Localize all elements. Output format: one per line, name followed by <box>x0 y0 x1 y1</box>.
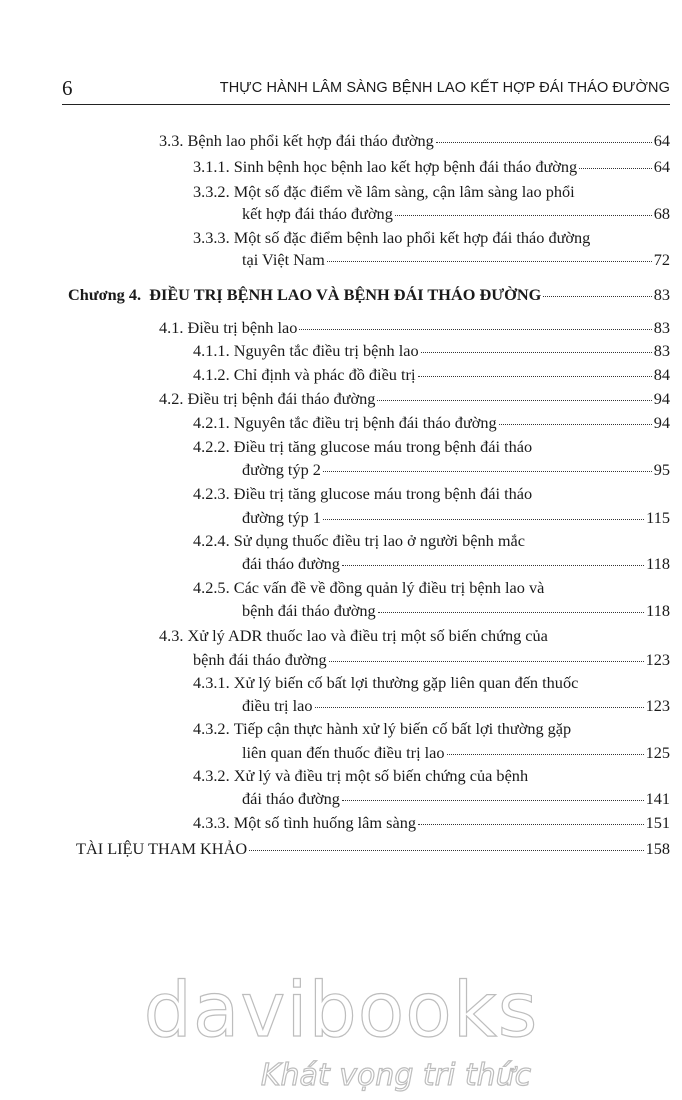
toc-entry-title: Điều trị tăng glucose máu trong bệnh đái tháo <box>233 437 533 456</box>
toc-entry[interactable] <box>193 531 670 551</box>
toc-entry-number: 4.1.2. <box>193 365 230 384</box>
toc-entry[interactable] <box>159 626 670 646</box>
toc-entry-continuation <box>242 743 670 763</box>
toc-entry[interactable] <box>193 365 670 385</box>
toc-entry-page: 141 <box>645 789 670 808</box>
toc-entry[interactable] <box>193 437 670 457</box>
toc-entry[interactable] <box>193 228 670 248</box>
toc-entry-page: 94 <box>653 413 670 432</box>
toc-entry-title: Xử lý biến cố bất lợi thường gặp liên quan đến thuốc <box>233 673 579 692</box>
toc-entry-title: Tiếp cận thực hành xử lý biến cố bất lợi thường gặp <box>233 719 572 738</box>
toc-entry[interactable] <box>159 318 670 338</box>
toc-entry-title: Điều trị bệnh lao <box>187 318 298 337</box>
toc-chapter-page: 83 <box>653 285 670 304</box>
dot-leader <box>418 823 644 825</box>
toc-entry-title: Các vấn đề về đồng quản lý điều trị bệnh lao và <box>233 578 545 597</box>
toc-entry-number: 3.3.2. <box>193 182 230 201</box>
toc-entry-title: Một số đặc điểm về lâm sàng, cận lâm sàng lao phổi <box>233 182 575 201</box>
dot-leader <box>249 849 643 851</box>
toc-entry-title: Một số đặc điểm bệnh lao phổi kết hợp đái tháo đường <box>233 228 591 247</box>
toc-entry[interactable] <box>193 813 670 833</box>
toc-chapter-title: ĐIỀU TRỊ BỆNH LAO VÀ BỆNH ĐÁI THÁO ĐƯỜNG <box>149 285 542 304</box>
toc-entry-title: Sinh bệnh học bệnh lao kết hợp bệnh đái tháo đường <box>233 157 578 176</box>
toc-entry-title: Một số tình huống lâm sàng <box>233 813 416 832</box>
toc-references[interactable] <box>76 839 670 859</box>
dot-leader <box>323 518 644 520</box>
dot-leader <box>395 214 652 216</box>
watermark-brand: davibooks <box>143 965 539 1054</box>
dot-leader <box>436 141 652 143</box>
toc-entry-title: Điều trị tăng glucose máu trong bệnh đái tháo <box>233 484 533 503</box>
toc-entry-page: 151 <box>645 813 670 832</box>
dot-leader <box>342 799 644 801</box>
toc-references-page: 158 <box>645 839 670 858</box>
toc-entry-number: 4.2.3. <box>193 484 230 503</box>
toc-entry-number: 4.3.3. <box>193 813 230 832</box>
toc-entry[interactable] <box>193 157 670 177</box>
dot-leader <box>329 660 644 662</box>
toc-entry-number: 4.3.2. <box>193 719 230 738</box>
toc-entry-title-cont: đái tháo đường <box>242 554 340 573</box>
toc-entry-title-cont: kết hợp đái tháo đường <box>242 204 393 223</box>
toc-entry-continuation <box>242 601 670 621</box>
toc-entry-number: 4.1.1. <box>193 341 230 360</box>
toc-entry-title: Chỉ định và phác đồ điều trị <box>233 365 416 384</box>
toc-entry-number: 3.3.3. <box>193 228 230 247</box>
toc-entry[interactable] <box>193 413 670 433</box>
toc-entry-page: 125 <box>645 743 670 762</box>
toc-entry-title-cont: liên quan đến thuốc điều trị lao <box>242 743 445 762</box>
dot-leader <box>378 611 645 613</box>
toc-entry-continuation <box>242 696 670 716</box>
toc-chapter-number: Chương 4. <box>68 285 142 304</box>
toc-entry-number: 4.3.1. <box>193 673 230 692</box>
toc-entry[interactable] <box>193 578 670 598</box>
dot-leader <box>421 351 652 353</box>
toc-entry-page: 115 <box>646 508 670 527</box>
toc-entry-page: 64 <box>653 157 670 176</box>
toc-entry-number: 3.1.1. <box>193 157 230 176</box>
toc-entry-page: 68 <box>653 204 670 223</box>
toc-entry[interactable] <box>193 484 670 504</box>
toc-entry-continuation <box>242 204 670 224</box>
toc-entry-title: Sử dụng thuốc điều trị lao ở người bệnh mắc <box>233 531 525 550</box>
toc-entry-continuation <box>242 460 670 480</box>
toc-entry-title: Xử lý và điều trị một số biến chứng của bệnh <box>233 766 529 785</box>
toc-entry-page: 123 <box>645 650 670 669</box>
toc-entry[interactable] <box>193 341 670 361</box>
toc-entry-title-cont: bệnh đái tháo đường <box>193 650 327 669</box>
toc-entry-title: Điều trị bệnh đái tháo đường <box>187 389 376 408</box>
running-title: THỰC HÀNH LÂM SÀNG BỆNH LAO KẾT HỢP ĐÁI THÁO ĐƯỜNG <box>219 80 670 96</box>
toc-entry-number: 4.3. <box>159 626 184 645</box>
toc-entry-title: Bệnh lao phổi kết hợp đái tháo đường <box>187 131 434 150</box>
toc-entry-number: 4.2.2. <box>193 437 230 456</box>
toc-entry-number: 4.1. <box>159 318 184 337</box>
toc-entry-number: 4.2. <box>159 389 184 408</box>
toc-entry-number: 4.3.2. <box>193 766 230 785</box>
dot-leader <box>418 375 652 377</box>
dot-leader <box>315 706 644 708</box>
toc-chapter[interactable] <box>68 285 670 305</box>
toc-entry-page: 123 <box>645 696 670 715</box>
toc-entry-number: 4.2.4. <box>193 531 230 550</box>
toc-entry-continuation <box>193 650 670 670</box>
dot-leader <box>327 260 652 262</box>
toc-entry-page: 84 <box>653 365 670 384</box>
toc-entry-page: 95 <box>653 460 670 479</box>
toc-entry[interactable] <box>193 766 670 786</box>
toc-entry-continuation <box>242 789 670 809</box>
toc-entry-continuation <box>242 250 670 270</box>
toc-entry-page: 118 <box>646 554 670 573</box>
toc-entry-page: 83 <box>653 341 670 360</box>
toc-entry-title: Xử lý ADR thuốc lao và điều trị một số biến chứng của <box>187 626 548 645</box>
toc-entry[interactable] <box>193 182 670 202</box>
toc-entry-title: Nguyên tắc điều trị bệnh đái tháo đường <box>233 413 497 432</box>
toc-entry-continuation <box>242 508 670 528</box>
page-number: 6 <box>62 76 73 100</box>
toc-entry-number: 4.2.1. <box>193 413 230 432</box>
dot-leader <box>579 167 652 169</box>
toc-entry-continuation <box>242 554 670 574</box>
toc-entry-number: 3.3. <box>159 131 184 150</box>
toc-entry[interactable] <box>159 131 670 151</box>
dot-leader <box>377 399 651 401</box>
toc-entry-page: 94 <box>653 389 670 408</box>
dot-leader <box>323 470 652 472</box>
dot-leader <box>543 295 651 297</box>
toc-entry[interactable] <box>159 389 670 409</box>
toc-entry-page: 64 <box>653 131 670 150</box>
dot-leader <box>299 328 651 330</box>
toc-entry-number: 4.2.5. <box>193 578 230 597</box>
toc-entry[interactable] <box>193 719 670 739</box>
toc-entry-title-cont: đường týp 2 <box>242 460 321 479</box>
toc-references-title: TÀI LIỆU THAM KHẢO <box>76 839 248 858</box>
toc-entry-page: 118 <box>646 601 670 620</box>
toc-entry-page: 72 <box>653 250 670 269</box>
dot-leader <box>499 423 652 425</box>
toc-entry-title-cont: bệnh đái tháo đường <box>242 601 376 620</box>
toc-entry-page: 83 <box>653 318 670 337</box>
toc-entry-title: Nguyên tắc điều trị bệnh lao <box>233 341 419 360</box>
watermark-slogan: Khát vọng tri thức <box>260 1058 532 1093</box>
toc-entry-title-cont: đường týp 1 <box>242 508 321 527</box>
toc-entry-title-cont: tại Việt Nam <box>242 250 325 269</box>
toc-entry-title-cont: đái tháo đường <box>242 789 340 808</box>
toc-entry[interactable] <box>193 673 670 693</box>
dot-leader <box>447 753 644 755</box>
dot-leader <box>342 564 644 566</box>
toc-entry-title-cont: điều trị lao <box>242 696 313 715</box>
